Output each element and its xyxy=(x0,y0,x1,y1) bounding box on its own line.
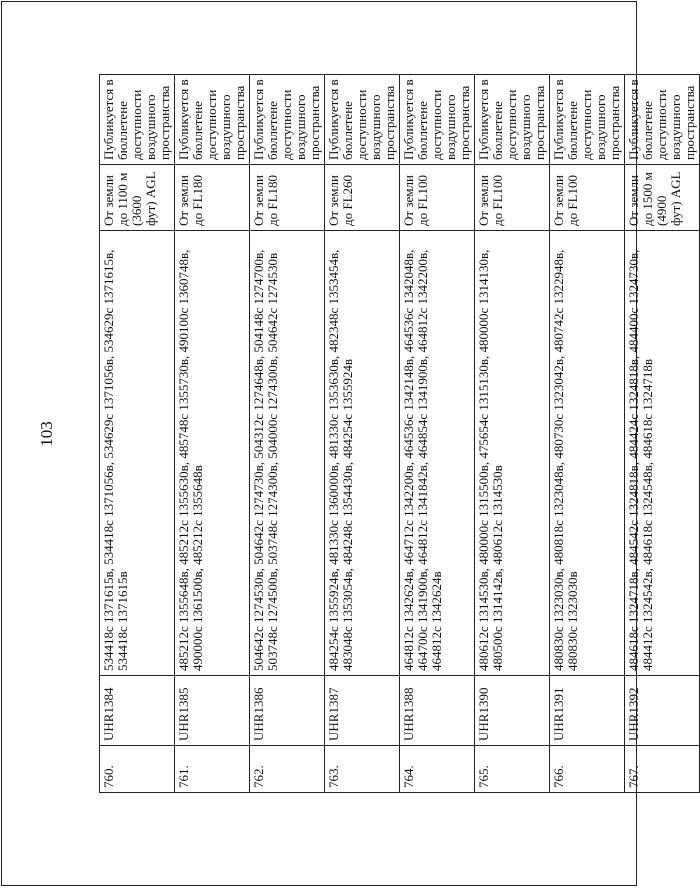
zone-coordinates: 504642с 1274530в, 504642с 1274730в, 504312с 1274648в, 504148с 1274700в, 503748с 1274500в, 503748с 1274300в, 504000с 1274300в, 504642с 1274530в xyxy=(250,231,325,676)
zone-note: Публикуется в бюллетене доступности воздушного пространства xyxy=(550,75,625,165)
table-row xyxy=(250,75,325,793)
zone-note: Публикуется в бюллетене доступности воздушного пространства xyxy=(250,75,325,165)
table-row xyxy=(325,75,400,793)
rotated-page xyxy=(37,75,697,793)
zone-altitude: От земли до FL100 xyxy=(550,165,625,231)
row-number: 761. xyxy=(175,746,250,793)
zone-id: UHR1386 xyxy=(250,676,325,746)
zone-note: Публикуется в бюллетене доступности воздушного пространства xyxy=(175,75,250,165)
row-number: 767. xyxy=(625,746,700,793)
zone-altitude: От земли до FL100 xyxy=(475,165,550,231)
table-row xyxy=(625,75,700,793)
zone-coordinates: 534418с 1371615в, 534418с 1371056в, 534629с 1371056в, 534629с 1371615в, 534418с 1371615в xyxy=(100,231,175,676)
zone-note: Публикуется в бюллетене доступности воздушного пространства xyxy=(325,75,400,165)
zone-coordinates: 484254с 1355924в, 481330с 1360000в, 481330с 1353630в, 482348с 1353454в, 483048с 1353054в, 484248с 1354430в, 484254с 1355924в xyxy=(325,231,400,676)
zone-altitude: От земли до 1500 м (4900 фут) AGL xyxy=(625,165,700,231)
table-row xyxy=(400,75,475,793)
zone-id: UHR1385 xyxy=(175,676,250,746)
row-number: 763. xyxy=(325,746,400,793)
zone-coordinates: 480830с 1323030в, 480818с 1323048в, 480730с 1323042в, 480742с 1322948в, 480830с 1323030в xyxy=(550,231,625,676)
zone-note: Публикуется в бюллетене доступности воздушного пространства xyxy=(100,75,175,165)
table-row xyxy=(475,75,550,793)
zone-altitude: От земли до FL100 xyxy=(400,165,475,231)
zone-id: UHR1392 xyxy=(625,676,700,746)
row-number: 762. xyxy=(250,746,325,793)
airspace-table xyxy=(99,74,700,793)
row-number: 766. xyxy=(550,746,625,793)
row-number: 764. xyxy=(400,746,475,793)
zone-coordinates: 464812с 1342624в, 464712с 1342200в, 464536с 1342148в, 464536с 1342048в, 464700с 1341900в, 464812с 1341842в, 464854с 1341900в, 464812с 1342200в, 464812с 1342624в xyxy=(400,231,475,676)
zone-note: Публикуется в бюллетене доступности воздушного пространства xyxy=(475,75,550,165)
row-number: 765. xyxy=(475,746,550,793)
zone-id: UHR1388 xyxy=(400,676,475,746)
table-row xyxy=(550,75,625,793)
zone-altitude: От земли до FL180 xyxy=(175,165,250,231)
zone-id: UHR1387 xyxy=(325,676,400,746)
zone-note: Публикуется в бюллетене доступности воздушного пространства xyxy=(400,75,475,165)
zone-id: UHR1390 xyxy=(475,676,550,746)
table-body xyxy=(100,75,700,793)
zone-altitude: От земли до 1100 м (3600 фут) AGL xyxy=(100,165,175,231)
zone-altitude: От земли до FL180 xyxy=(250,165,325,231)
zone-note: Публикуется в бюллетене доступности воздушного пространства xyxy=(625,75,700,165)
zone-id: UHR1391 xyxy=(550,676,625,746)
page-number: 103 xyxy=(37,421,56,447)
zone-coordinates: 484618с 1324718в, 484542с 1324818в, 484424с 1324818в, 484400с 1324730в, 484412с 1324542в, 484618с 1324548в, 484618с 1324718в xyxy=(625,231,700,676)
row-number: 760. xyxy=(100,746,175,793)
table-row xyxy=(100,75,175,793)
table-row xyxy=(175,75,250,793)
zone-id: UHR1384 xyxy=(100,676,175,746)
zone-coordinates: 485212с 1355648в, 485212с 1355630в, 485748с 1355730в, 490100с 1360748в, 490000с 1361500в, 485212с 1355648в xyxy=(175,231,250,676)
zone-altitude: От земли до FL260 xyxy=(325,165,400,231)
zone-coordinates: 480612с 1314530в, 480000с 1315500в, 475654с 1315130в, 480000с 1314130в, 480500с 1314142в, 480612с 1314530в xyxy=(475,231,550,676)
